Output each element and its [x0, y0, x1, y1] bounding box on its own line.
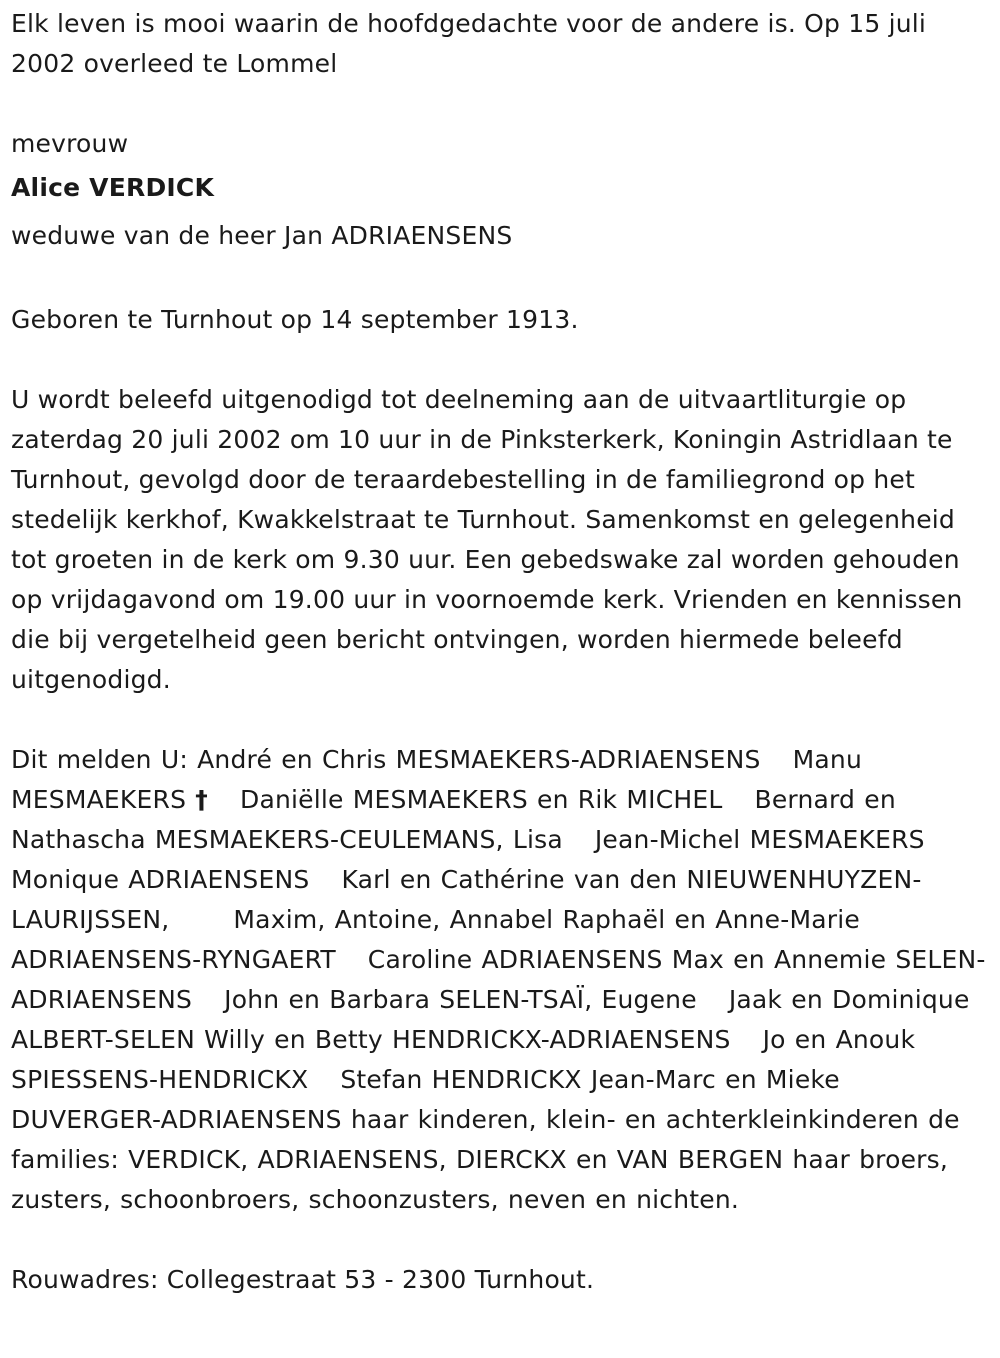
mourner-entry: Caroline ADRIAENSENS Max en Annemie SELEN-ADRIAENSENS [11, 945, 986, 1014]
cross-icon: † [195, 785, 208, 814]
spouse-line: weduwe van de heer Jan ADRIAENSENS [11, 221, 513, 250]
address-line: Rouwadres: Collegestraat 53 - 2300 Turnhout. [11, 1265, 595, 1294]
mourners-list [11, 740, 986, 1220]
mourner-entry: Jo en Anouk SPIESSENS-HENDRICKX [11, 1025, 916, 1094]
mourner-entry: Jean-Michel MESMAEKERS Monique ADRIAENSENS [11, 825, 925, 894]
spacer [11, 700, 986, 740]
mourner-entry: Bernard en Nathascha MESMAEKERS-CEULEMANS, Lisa [11, 785, 896, 854]
mourner-entry: Dit melden U: André en Chris MESMAEKERS-ADRIAENSENS [11, 745, 761, 774]
spacer [11, 340, 986, 380]
mourner-entry: Karl en Cathérine van den NIEUWENHUYZEN-LAURIJSSEN, [11, 865, 922, 934]
invitation-text: U wordt beleefd uitgenodigd tot deelneming aan de uitvaartliturgie op zaterdag 20 juli 2002 om 10 uur in de Pinksterkerk, Koningin Astridlaan te Turnhout, gevolgd door de teraardebestelling in de familiegrond op het stedelijk kerkhof, Kwakkelstraat te Turnhout. Samenkomst en gelegenheid tot groeten in de kerk om 9.30 uur. Een gebedswake zal worden gehouden op vrijdagavond om 19.00 uur in voornoemde kerk. Vrienden en kennissen die bij vergetelheid geen bericht ontvingen, worden hiermede beleefd uitgenodigd. [11, 385, 963, 694]
mourner-entry: Maxim, Antoine, Annabel Raphaël en Anne-Marie ADRIAENSENS-RYNGAERT [11, 905, 860, 974]
salutation: mevrouw [11, 129, 129, 158]
mourner-entry: Manu MESMAEKERS [11, 745, 863, 814]
birth-line: Geboren te Turnhout op 14 september 1913. [11, 305, 579, 334]
spacer [11, 260, 986, 300]
obituary-document [11, 4, 986, 1300]
mourner-entry: Jaak en Dominique ALBERT-SELEN Willy en Betty HENDRICKX-ADRIAENSENS [11, 985, 970, 1054]
spacer [11, 84, 986, 124]
deceased-name: Alice VERDICK [11, 173, 215, 202]
intro-text: Elk leven is mooi waarin de hoofdgedachte voor de andere is. Op 15 juli 2002 overleed te Lommel [11, 9, 927, 78]
mourner-entry: Daniëlle MESMAEKERS en Rik MICHEL [240, 785, 723, 814]
mourner-entry: Stefan HENDRICKX Jean-Marc en Mieke DUVERGER-ADRIAENSENS haar kinderen, klein- en achterkleinkinderen de families: VERDICK, ADRIAENSENS, DIERCKX en VAN BERGEN haar broers, zusters, schoonbroers, schoonzusters, neven en nichten. [11, 1065, 960, 1214]
mourner-entry: John en Barbara SELEN-TSAÏ, Eugene [224, 985, 697, 1014]
spacer [11, 1220, 986, 1260]
